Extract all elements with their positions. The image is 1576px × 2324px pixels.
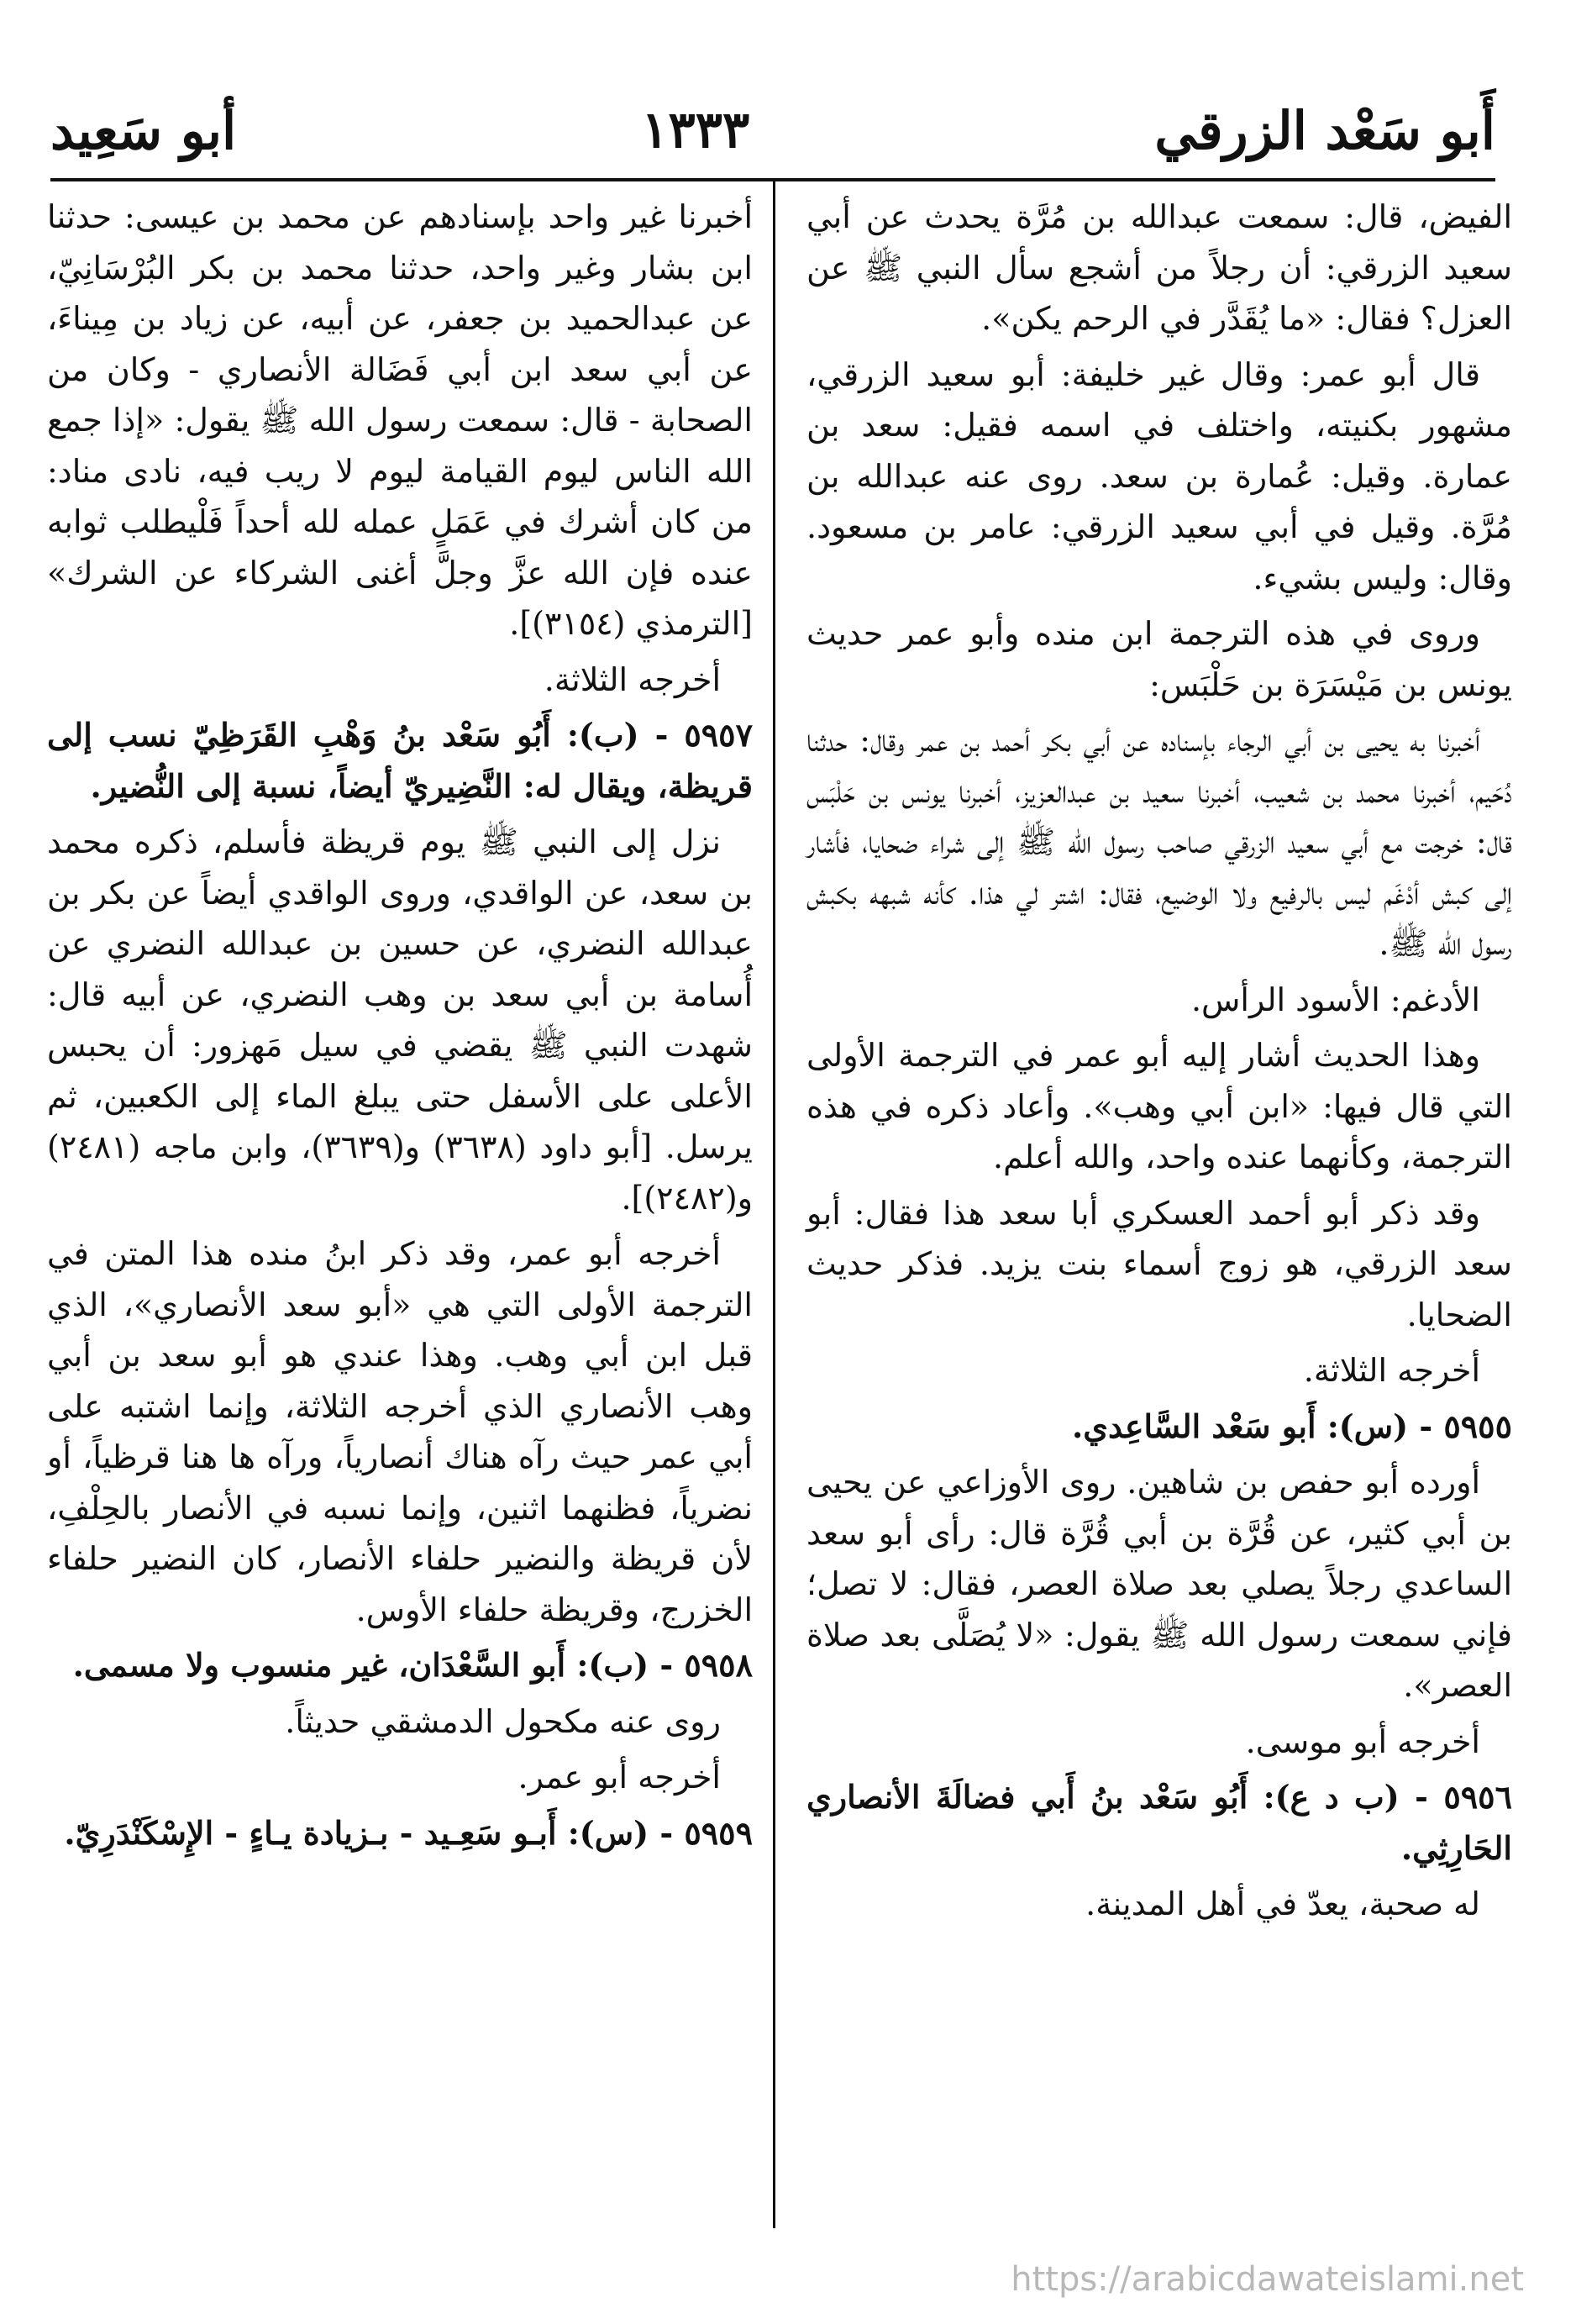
paragraph: روى عنه مكحول الدمشقي حديثاً. [285, 1702, 721, 1740]
paragraph: أخرجه الثلاثة. [544, 660, 721, 698]
paragraph: أخبرنا به يحيى بن أبي الرجاء بإسناده عن أبي بكر أحمد بن عمر وقال: حدثنا دُحَيم، أخبرنا محمد بن شعيب، أخبرنا سعيد بن عبدالعزيز، أخبرنا يونس بن حَلْبَس قال: خرجت مع أبي سعيد الزرقي صاحب رسول الله ﷺ إلى شراء ضحايا، فأشار إلى كبش أدْغَم ليس بالرفيع ولا الوضيع، فقال: اشتر لي هذا. كأنه شبهه بكبش رسول الله ﷺ. [806, 722, 1513, 962]
paragraph: أخبرنا غير واحد بإسنادهم عن محمد بن عيسى: حدثنا ابن بشار وغير واحد، حدثنا محمد بن بكر البُرْسَانِيّ، عن عبدالحميد بن جعفر، عن أبيه، عن زياد بن مِيناءَ، عن أبي سعد ابن أبي فَضَالة الأنصاري - وكان من الصحابة - قال: سمعت رسول الله ﷺ يقول: «إذا جمع الله الناس ليوم القيامة ليوم لا ريب فيه، نادى مناد: من كان أشرك في عَمَلٍ عمله لله أحداً فَلْيطلب ثوابه عنده فإن الله عزَّ وجلَّ أغنى الشركاء عن الشرك» [الترمذي (٣١٥٤)]. [47, 198, 754, 642]
paragraph: الأدغم: الأسود الرأس. [1190, 981, 1480, 1018]
paragraph: أخرجه أبو موسى. [1245, 1722, 1480, 1760]
entry-heading: ٥٩٥٦ - (ب د ع): أَبُو سَعْد بنُ أَبي فضالَةَ الأنصاري الحَارِثِي. [806, 1778, 1512, 1867]
entry-heading: ٥٩٥٨ - (ب): أَبو السَّعْدَان، غير منسوب ولا مسمى. [72, 1646, 753, 1684]
column-divider [773, 178, 775, 2228]
paragraph: وقد ذكر أبو أحمد العسكري أبا سعد هذا فقال: أبو سعد الزرقي، هو زوج أسماء بنت يزيد. فذكر حديث الضحايا. [806, 1194, 1512, 1333]
paragraph: أخرجه أبو عمر، وقد ذكر ابنُ منده هذا المتن في الترجمة الأولى التي هي «أبو سعد الأنصاري»، الذي قبل ابن أبي وهب. وهذا عندي هو أبو سعد بن أبي وهب الأنصاري الذي أخرجه الثلاثة، وإنما اشتبه على أبي عمر حيث رآه هناك أنصارياً، ورآه ها هنا قرظياً، أو نضرياً، فظنهما اثنين، وإنما نسبه في الأنصار بالحِلْفِ، لأن قريظة والنضير حلفاء الأنصار، كان النضير حلفاء الخزرج، وقريظة حلفاء الأوس. [47, 1235, 753, 1628]
entry-heading: ٥٩٥٩ - (س): أَبـو سَعِـيد - بـزيادة يـاءٍ - الإِسْكَنْدَرِيّ. [64, 1813, 753, 1852]
right-column [806, 192, 1512, 1935]
paragraph: قال أبو عمر: وقال غير خليفة: أبو سعيد الزرقي، مشهور بكنيته، واختلف في اسمه فقيل: سعد بن عمارة. وقيل: عُمارة بن سعد. روى عنه عبدالله بن مُرَّة. وقيل في أبي سعيد الزرقي: عامر بن مسعود. وقال: وليس بشيء. [806, 355, 1512, 597]
paragraph: نزل إلى النبي ﷺ يوم قريظة فأسلم، ذكره محمد بن سعد، عن الواقدي، وروى الواقدي أيضاً عن بكر بن عبدالله النضري، عن حسين بن عبدالله النضري عن أُسامة بن أبي سعد بن وهب النضري، عن أبيه قال: شهدت النبي ﷺ يقضي في سيل مَهزور: أن يحبس الأعلى على الأسفل حتى يبلغ الماء إلى الكعبين، ثم يرسل. [أبو داود (٣٦٣٨) و(٣٦٣٩)، وابن ماجه (٢٤٨١) و(٢٤٨٢)]. [47, 823, 753, 1217]
paragraph: وهذا الحديث أشار إليه أبو عمر في الترجمة الأولى التي قال فيها: «ابن أبي وهب». وأعاد ذكره في هذه الترجمة، وكأنهما عنده واحد، والله أعلم. [806, 1037, 1512, 1175]
entry-heading: ٥٩٥٧ - (ب): أَبُو سَعْد بنُ وَهْبِ القَرَظِيّ نسب إلى قريظة، ويقال له: النَّضِيريّ أيضاً، نسبة إلى النُّضير. [47, 716, 753, 805]
paragraph: له صحبة، يعدّ في أهل المدينة. [1085, 1885, 1480, 1922]
paragraph: أورده أبو حفص بن شاهين. روى الأوزاعي عن يحيى بن أبي كثير، عن قُرَّة بن أبي قُرَّة قال: رأى أبو سعد الساعدي رجلاً يصلي بعد صلاة العصر، فقال: لا تصل؛ فإني سمعت رسول الله ﷺ يقول: «لا يُصَلَّى بعد صلاة العصر». [806, 1464, 1512, 1704]
left-running-head: أبو سَعِيد [50, 99, 237, 161]
entry-heading: ٥٩٥٥ - (س): أَبو سَعْد السَّاعِدي. [1071, 1406, 1512, 1445]
left-column [47, 192, 753, 1864]
right-running-head: أَبو سَعْد الزرقي [1154, 99, 1495, 161]
paragraph: الفيض، قال: سمعت عبدالله بن مُرَّة يحدث عن أبي سعيد الزرقي: أن رجلاً من أشجع سأل النبي ﷺ عن العزل؟ فقال: «ما يُقَدَّر في الرحم يكن». [806, 198, 1512, 337]
paragraph: أخرجه أبو عمر. [517, 1759, 721, 1796]
site-watermark: https://arabicdawateislami.net [1011, 2260, 1524, 2299]
page-number: ١٣٣٣ [641, 101, 750, 160]
paragraph: وروى في هذه الترجمة ابن منده وأبو عمر حديث يونس بن مَيْسَرَة بن حَلْبَس: [806, 615, 1512, 703]
running-header [50, 84, 1495, 176]
paragraph: أخرجه الثلاثة. [1303, 1352, 1480, 1389]
